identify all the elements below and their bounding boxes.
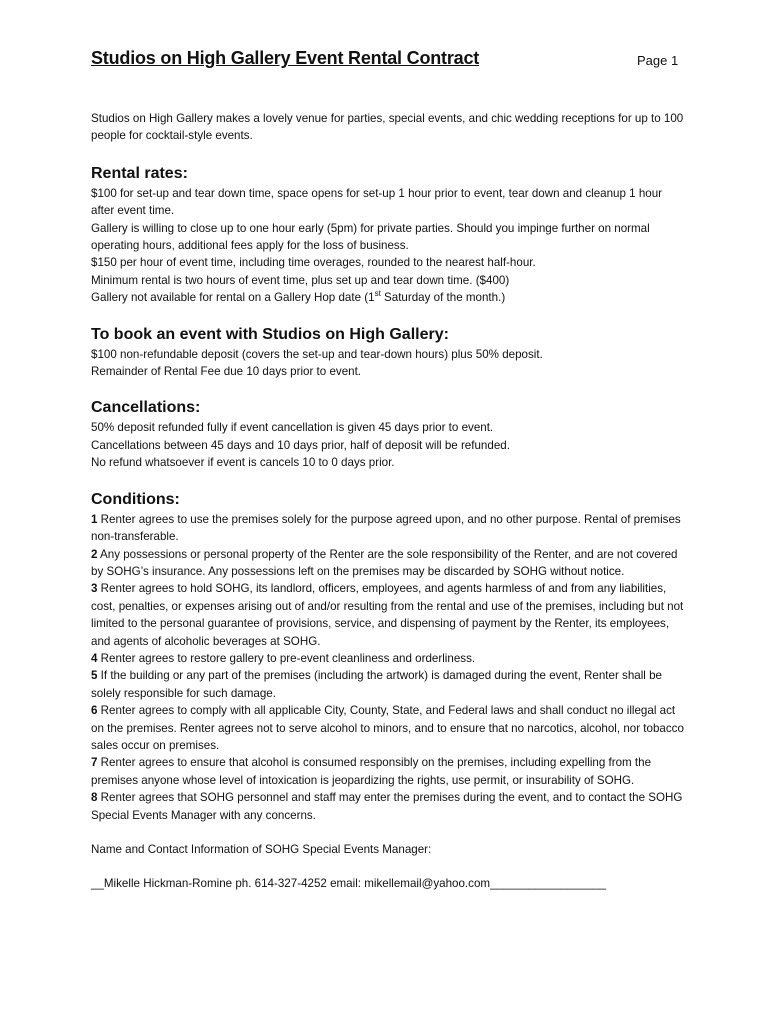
booking-line: Remainder of Rental Fee due 10 days prior to event. [91, 365, 362, 379]
condition-text: Renter agrees to comply with all applicable City, County, State, and Federal laws and shall conduct no illegal act on the premises. Renter agrees not to serve alcohol to minors, and to ensure that no narcotics, alcohol, nor tobacco sales occur on premises. [91, 704, 684, 752]
condition-item [91, 650, 686, 667]
intro-paragraph: Studios on High Gallery makes a lovely venue for parties, special events, and chic wedding receptions for up to 100 people for cocktail-style events. [91, 112, 684, 143]
cancellations-heading: Cancellations: [91, 399, 201, 417]
conditions-heading: Conditions: [91, 490, 180, 508]
condition-number: 6 [91, 704, 98, 718]
cancellation-line: 50% deposit refunded fully if event cancellation is given 45 days prior to event. [91, 421, 494, 435]
condition-number: 5 [91, 669, 98, 683]
rental-rates-heading: Rental rates: [91, 164, 188, 182]
rental-rate-line: $150 per hour of event time, including time overages, rounded to the nearest half-hour. [91, 256, 536, 270]
condition-text: Renter agrees to restore gallery to pre-event cleanliness and orderliness. [97, 651, 476, 665]
document-body [91, 110, 686, 893]
condition-item [91, 546, 686, 581]
condition-number: 4 [91, 651, 98, 665]
cancellations-section [91, 398, 686, 471]
manager-contact-line: __Mikelle Hickman-Romine ph. 614-327-4252 email: mikellemail@yahoo.com__________________ [91, 877, 607, 891]
condition-text: If the building or any part of the premises (including the artwork) is damaged during the event, Renter shall be solely responsible for such damage. [91, 669, 662, 700]
condition-number: 2 [91, 547, 98, 561]
condition-text: Renter agrees to use the premises solely for the purpose agreed upon, and no other purpose. Rental of premises non-transferable. [91, 512, 681, 544]
condition-number: 1 [91, 512, 98, 526]
booking-section [91, 325, 686, 381]
condition-item [91, 580, 686, 650]
manager-label: Name and Contact Information of SOHG Special Events Manager: [91, 843, 432, 856]
page-number: Page 1 [637, 53, 679, 68]
gallery-hop-text-end: Saturday of the month.) [380, 291, 506, 305]
rental-rate-line: Gallery is willing to close up to one hour early (5pm) for private parties. Should you impinge further on normal operating hours, additional fees apply for the loss of business. [91, 221, 650, 253]
rental-rate-line: $100 for set-up and tear down time, space opens for set-up 1 hour prior to event, tear down and cleanup 1 hour after event time. [91, 186, 663, 218]
condition-number: 3 [91, 582, 98, 596]
booking-heading: To book an event with Studios on High Gallery: [91, 325, 449, 343]
cancellation-line: Cancellations between 45 days and 10 days prior, half of deposit will be refunded. [91, 438, 510, 452]
document-title: Studios on High Gallery Event Rental Contract [91, 48, 480, 68]
condition-item [91, 667, 686, 702]
condition-number: 8 [91, 791, 98, 805]
cancellation-line: No refund whatsoever if event is cancels 10 to 0 days prior. [91, 456, 395, 470]
condition-item [91, 702, 686, 754]
condition-text: Renter agrees to ensure that alcohol is consumed responsibly on the premises, including expelling from the premises anyone whose level of intoxication is jeopardizing the rights, use permit, or insurability of SOHG. [91, 756, 652, 787]
condition-item [91, 511, 686, 546]
ordinal-superscript: st [374, 289, 381, 299]
condition-item [91, 754, 686, 789]
condition-text: Renter agrees to hold SOHG, its landlord, officers, employees, and agents harmless of and from any liabilities, cost, penalties, or expenses arising out of and/or resulting from the rental and use of the premises, including but not limited to the personal guarantee of provisions, service, and dispensing of payment by the Renter, its employees, and agents of alcoholic beverages at SOHG. [91, 582, 684, 648]
condition-text: Any possessions or personal property of the Renter are the sole responsibility of the Renter, and are not covered by SOHG’s insurance. Any possessions left on the premises may be discarded by SOHG without notice. [91, 547, 678, 578]
condition-text: Renter agrees that SOHG personnel and staff may enter the premises during the event, and to contact the SOHG Special Events Manager with any concerns. [91, 791, 683, 822]
rental-rates-section [91, 164, 686, 307]
condition-item [91, 789, 686, 824]
conditions-section [91, 490, 686, 824]
booking-line: $100 non-refundable deposit (covers the set-up and tear-down hours) plus 50% deposit. [91, 347, 543, 361]
condition-number: 7 [91, 756, 98, 770]
gallery-hop-text-start: Gallery not available for rental on a Gallery Hop date (1 [91, 291, 375, 305]
gallery-hop-line [91, 289, 686, 306]
rental-rate-line: Minimum rental is two hours of event time, plus set up and tear down time. ($400) [91, 273, 510, 287]
